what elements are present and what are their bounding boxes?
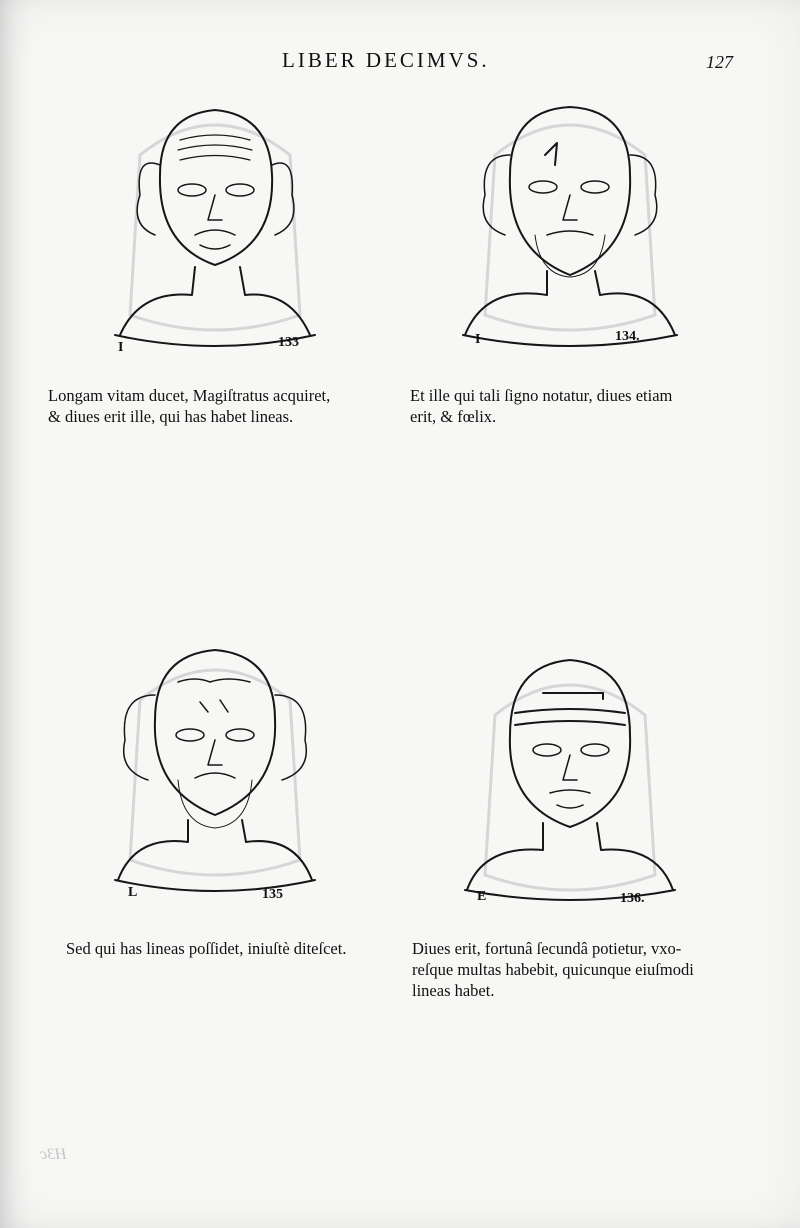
- page-header: [0, 48, 800, 78]
- caption-line: erit, & fœlix.: [410, 407, 497, 426]
- caption-line: & diues erit ille, qui has habet lineas.: [48, 407, 294, 426]
- caption-line: Et ille qui tali ſigno notatur, diues etiam: [410, 386, 673, 405]
- figure-number: 136.: [620, 891, 645, 906]
- figure-134-portrait: [455, 95, 685, 355]
- figure-letter: I: [475, 332, 481, 347]
- figure-letter: E: [477, 889, 487, 904]
- portrait-woodcut-icon: [455, 655, 685, 915]
- caption-line: Diues erit, fortunâ ſecundâ potietur, vxo-: [412, 939, 682, 958]
- figure-135-portrait: [100, 640, 330, 900]
- figure-133-caption: [48, 385, 330, 427]
- figure-number: 133: [278, 335, 299, 350]
- portrait-woodcut-icon: [100, 95, 330, 355]
- figure-letter: I: [118, 340, 124, 355]
- caption-line: reſque multas habebit, quicunque eiuſmodi: [412, 960, 694, 979]
- figure-133-portrait: [100, 95, 330, 355]
- caption-line: Longam vitam ducet, Magiſtratus acquiret,: [48, 386, 331, 405]
- running-title: LIBER DECIMVS.: [282, 48, 490, 72]
- figure-number: 134.: [615, 329, 640, 344]
- bleed-through-text: H3c: [40, 1146, 67, 1163]
- figure-136-caption: [412, 938, 694, 1001]
- figure-letter: L: [128, 885, 138, 900]
- page-number: 127: [706, 52, 733, 72]
- figure-134-caption: [410, 385, 672, 427]
- portrait-woodcut-icon: [100, 640, 330, 900]
- figure-135-caption: [66, 938, 346, 959]
- figure-number: 135: [262, 887, 283, 902]
- caption-line: lineas habet.: [412, 981, 495, 1000]
- caption-line: Sed qui has lineas poſſidet, iniuſtè diteſcet.: [66, 939, 347, 958]
- portrait-woodcut-icon: [455, 95, 685, 355]
- figure-136-portrait: [455, 655, 685, 915]
